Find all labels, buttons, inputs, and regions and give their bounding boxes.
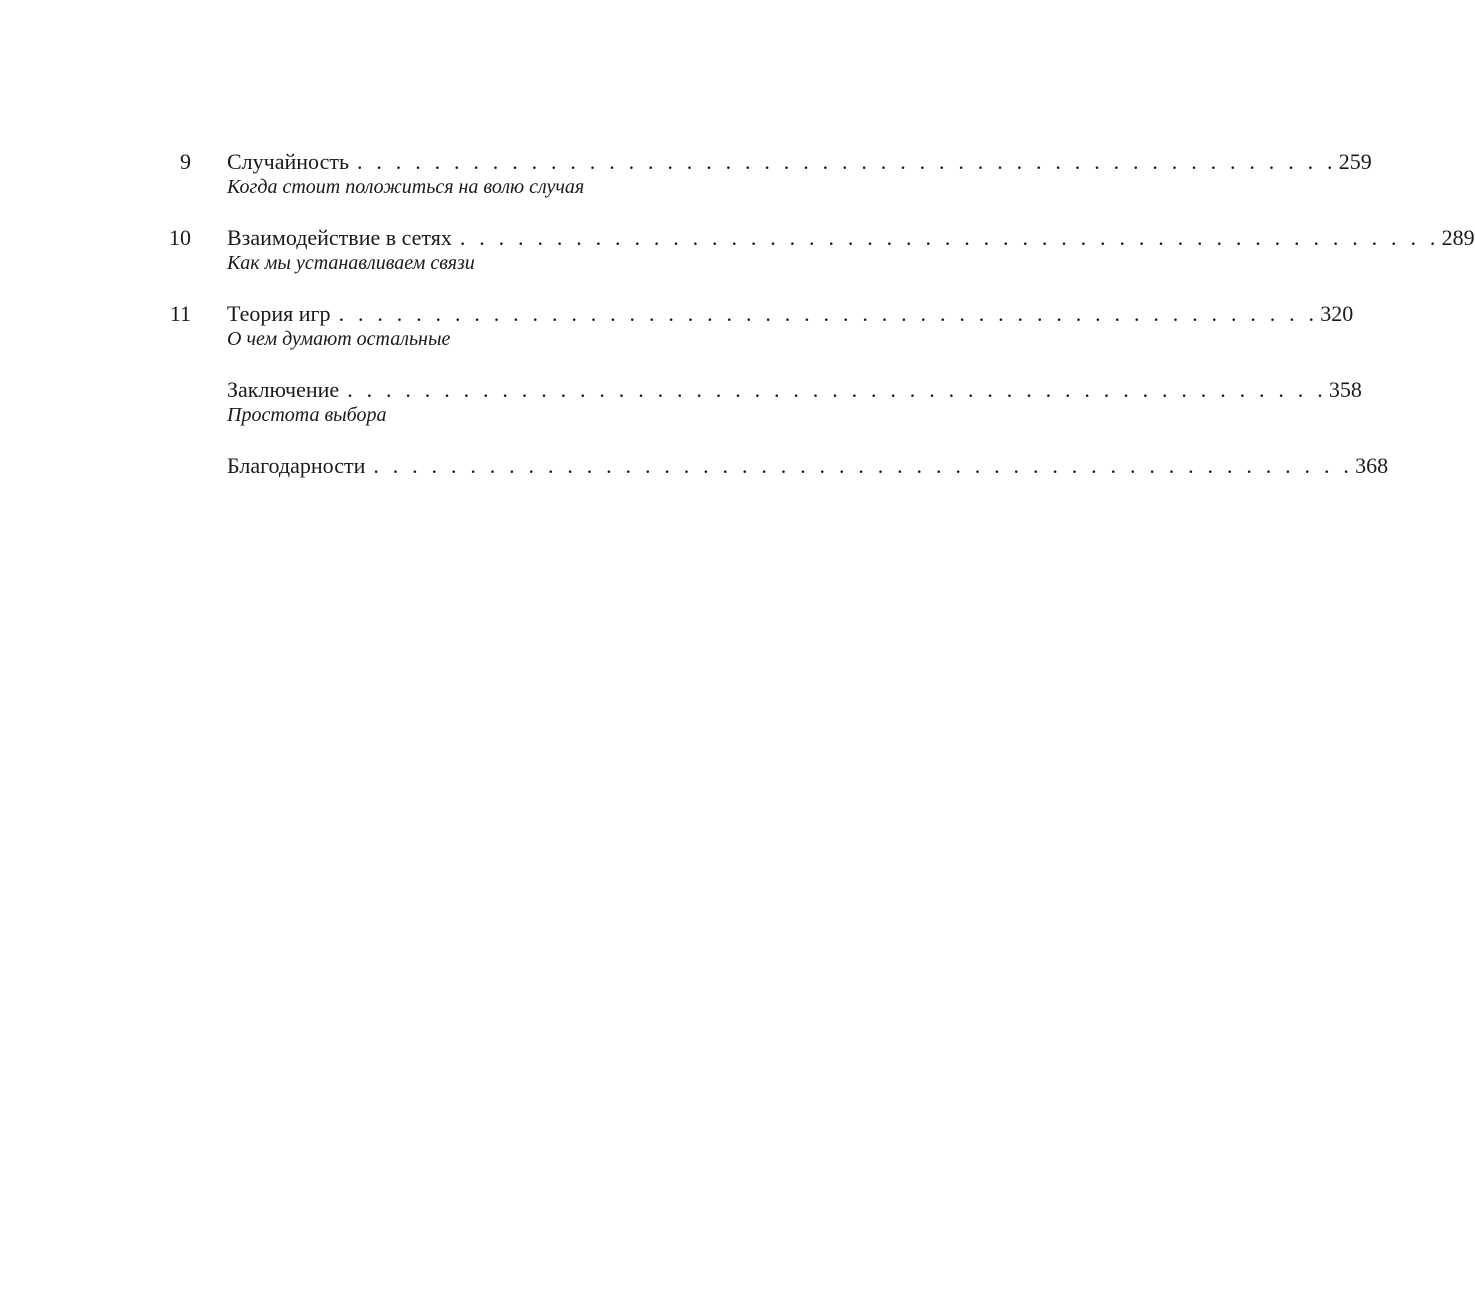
toc-entry-row bbox=[227, 375, 1362, 405]
chapter-number: 10 bbox=[169, 225, 191, 250]
page-number: 358 bbox=[1328, 377, 1362, 402]
dot-leader: . . . . . . . . . . . . . . . . . . . . . . . . . . . . . . . . . . . . . . . . . . . . . . . . . . . bbox=[357, 149, 1337, 174]
table-of-contents bbox=[0, 143, 1475, 523]
chapter-subtitle: Как мы устанавливаем связи bbox=[227, 252, 475, 274]
chapter-title[interactable]: Случайность bbox=[227, 149, 349, 174]
dot-leader: . . . . . . . . . . . . . . . . . . . . . . . . . . . . . . . . . . . . . . . . . . . . . . . . . . . bbox=[338, 301, 1319, 326]
toc-entry-chapter-11[interactable] bbox=[0, 295, 1354, 371]
dot-leader: . . . . . . . . . . . . . . . . . . . . . . . . . . . . . . . . . . . . . . . . . . . . . . . . . . . bbox=[347, 377, 1327, 402]
page-number: 259 bbox=[1338, 149, 1372, 174]
toc-entry-row bbox=[227, 451, 1389, 481]
toc-entry-chapter-10[interactable] bbox=[0, 219, 1475, 295]
toc-entry-chapter-9[interactable] bbox=[0, 143, 1372, 219]
chapter-title[interactable]: Благодарности bbox=[227, 453, 366, 478]
dot-leader: . . . . . . . . . . . . . . . . . . . . . . . . . . . . . . . . . . . . . . . . . . . . . . . . . . . bbox=[459, 225, 1440, 250]
dot-leader: . . . . . . . . . . . . . . . . . . . . . . . . . . . . . . . . . . . . . . . . . . . . . . . . . . . bbox=[373, 453, 1354, 478]
toc-entry-conclusion[interactable] bbox=[0, 371, 1362, 447]
chapter-subtitle: Когда стоит положиться на волю случая bbox=[227, 176, 585, 198]
page-number: 320 bbox=[1320, 301, 1354, 326]
chapter-title[interactable]: Взаимодействие в сетях bbox=[227, 225, 452, 250]
toc-entry-row bbox=[227, 299, 1354, 329]
chapter-title[interactable]: Теория игр bbox=[227, 301, 331, 326]
page-number: 289 bbox=[1441, 225, 1475, 250]
chapter-number: 9 bbox=[180, 149, 191, 174]
toc-entry-row bbox=[227, 147, 1372, 177]
chapter-title[interactable]: Заключение bbox=[227, 377, 340, 402]
toc-entry-row bbox=[227, 223, 1475, 253]
chapter-number: 11 bbox=[169, 301, 191, 326]
chapter-subtitle: О чем думают остальные bbox=[227, 328, 451, 350]
toc-entry-acknowledgements[interactable] bbox=[0, 447, 1389, 523]
chapter-subtitle: Простота выбора bbox=[227, 404, 387, 426]
page-number: 368 bbox=[1355, 453, 1389, 478]
